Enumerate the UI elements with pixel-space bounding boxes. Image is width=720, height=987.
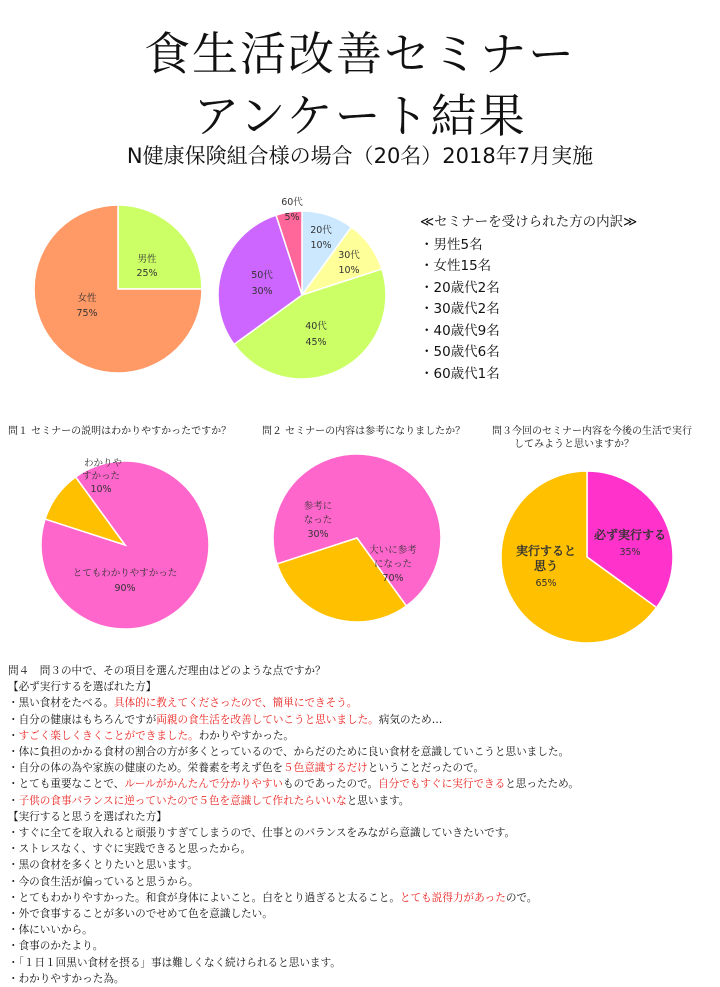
pie-2-slice-2-label-1: 30代 [338,250,360,261]
answer-text: 病気のため… [378,713,443,726]
pie-4-slice-1-label-1: 大いに参考 [369,545,417,556]
answer-text: ・すぐに全てを取入れると頑張りすぎてしまうので、仕事とのバランスをみながら意識していきたいです。 [8,827,516,840]
pie-5-slice-1-label-1: 必ず実行する [593,528,667,542]
pie-4-slice-1-value-3: 70% [382,573,404,584]
page-title-line2: アンケート結果 [193,89,527,143]
answer-line [8,857,714,873]
breakdown-item: ・40歳代9名 [420,322,500,339]
breakdown-item: ・男性5名 [420,236,483,253]
answer-text: ・ [8,729,19,742]
breakdown-item: ・女性15名 [420,258,492,274]
question-2-label: 問２ セミナーの内容は参考になりましたか？ [262,426,466,437]
answer-line [8,938,714,954]
answer-text: ・「１日１回黒い食材を摂る」事は難しくなく続けられると思います。 [8,956,341,969]
answer-text: ・とても重要なことで、 [8,778,125,791]
pie-5-slice-2-label-1: 実行すると [515,544,577,558]
answer-line [8,906,714,922]
highlighted-text: 子供の食事バランスに逆っていたので５色を意識して作れたらいいな [18,794,347,807]
attendee-breakdown [420,212,637,385]
pie-2-slice-1-value-2: 10% [310,240,332,251]
highlighted-text: すごく楽しくきくことができました。 [18,729,199,742]
question-3-label [492,425,718,451]
answer-text: ので。 [505,891,538,904]
answer-text: ・今の食生活が偏っていると思うから。 [8,875,199,888]
answer-text: 【必ず実行するを選ばれた方】 [8,681,157,694]
highlighted-text: 自分でもすぐに実行できる [378,778,506,791]
pie-4-slice-1-label-2: になった [373,559,413,570]
pie-2-slice-3-value-2: 45% [305,337,327,348]
pie-3-slice-1-value-2: 90% [114,583,136,594]
answer-text: ・体に負担のかかる食材の割合の方が多くとっているので、からだのために良い食材を意識していこうと思いました。 [8,746,570,759]
answer-text: と思ったため。 [505,778,579,791]
highlighted-text: 具体的に教えてくださったので、簡単にできそう。 [113,697,358,710]
pie-2-slice-4-label-1: 50代 [251,270,273,281]
highlighted-text: 両親の食生活を改善していこうと思いました。 [156,713,379,726]
question-4-answers [8,663,714,987]
question-3-line2: してみようと思いますか？ [514,439,634,450]
answer-line [8,744,714,760]
answer-text: ・ [8,794,19,807]
page-title-line1: 食生活改善セミナー [144,27,576,81]
answer-text: ・自分の健康はもちろんですが [8,713,157,726]
pie-2-slice-3-label-1: 40代 [305,321,327,332]
pie-2-slice-5-value-2: 5% [284,212,300,223]
answer-line [8,841,714,857]
answer-line [8,728,714,744]
pie-2-slice-1-label-1: 20代 [310,225,332,236]
highlighted-text: とても説得力があった [399,891,506,904]
answer-line [8,793,714,809]
question-1-label: 問１ セミナーの説明はわかりやすかったですか？ [8,426,232,437]
pie-2-slice-2-value-2: 10% [338,265,360,276]
answer-line [8,760,714,776]
answer-line [8,874,714,890]
pie-5-slice-2-label-2: 思う [533,559,559,573]
breakdown-item: ・20歳代2名 [420,279,500,296]
breakdown-item: ・60歳代1名 [420,365,500,382]
breakdown-heading: ≪セミナーを受けられた方の内訳≫ [420,214,638,230]
answer-text: 問４ 問３の中で、その項目を選んだ理由はどのような点ですか？ [8,665,326,677]
answer-line [8,955,714,971]
breakdown-item: ・50歳代6名 [420,344,500,360]
answer-text: わかりやすかった。 [198,729,295,742]
pie-3-slice-2-label-1: わかりや [83,458,123,469]
pie-1-slice-1-label-1: 男性 [137,254,157,265]
answer-text: ・外で食事することが多いのでせめて色を意識したい。 [8,908,273,921]
answer-line [8,695,714,711]
answer-line [8,663,714,679]
pie-4-slice-2-label-2: なった [303,515,333,526]
answer-text: ・黒の食材を多くとりたいと思います。 [8,859,198,872]
answer-line [8,890,714,906]
pie-2-slice-5-label-1: 60代 [281,197,303,208]
pie-1-slice-1-value-2: 25% [136,268,158,279]
answer-text: と思います。 [346,794,410,807]
answer-line [8,922,714,938]
answer-text: ・ストレスなく、すぐに実践できると思ったから。 [8,843,252,856]
breakdown-item: ・30歳代2名 [420,301,500,317]
pie-3-slice-1-label-1: とてもわかりやすかった [72,568,178,579]
answer-text: ・わかりやすかった為。 [8,972,125,985]
answer-line [8,712,714,728]
answer-text: 【実行すると思うを選ばれた方】 [8,810,167,823]
answer-text: ・食事のかたより。 [8,940,104,953]
answer-text: ・自分の体の為や家族の健康のため。栄養素を考えず色を [8,762,284,775]
question-3-line1: 問３今回のセミナー内容を今後の生活で実行 [492,426,692,437]
pie-4-slice-2-value-3: 30% [307,529,329,540]
page-subtitle: N健康保険組合様の場合（20名）2018年7月実施 [126,144,594,168]
answer-line [8,825,714,841]
answer-text: ということだったので。 [367,762,485,775]
highlighted-text: ５色意識するだけ [283,762,368,775]
answer-line [8,679,714,695]
answer-text: ・とてもわかりやすかった。和食が身体によいこと。白をとり過ぎると太ること。 [8,891,400,904]
answer-text: ものであったので。 [283,778,379,791]
pie-1-slice-2-label-1: 女性 [77,293,97,304]
pie-1-slice-1 [118,205,202,289]
pie-3-slice-2-value-3: 10% [90,484,112,495]
answer-line [8,809,714,825]
pie-3-slice-2-label-2: すかった [81,471,121,482]
pie-5-slice-1-value-2: 35% [619,547,641,558]
answer-line [8,971,714,987]
pie-5-slice-2-value-3: 65% [535,578,557,589]
pie-4-slice-2-label-1: 参考に [303,501,333,512]
pie-2-slice-4-value-2: 30% [251,286,273,297]
answer-text: ・黒い食材をたべる。 [8,697,114,710]
answer-text: ・体にいいから。 [8,924,93,937]
pie-1-slice-2-value-2: 75% [76,308,98,319]
answer-line [8,776,714,792]
highlighted-text: ルールがかんたんで分かりやすい [124,778,284,791]
